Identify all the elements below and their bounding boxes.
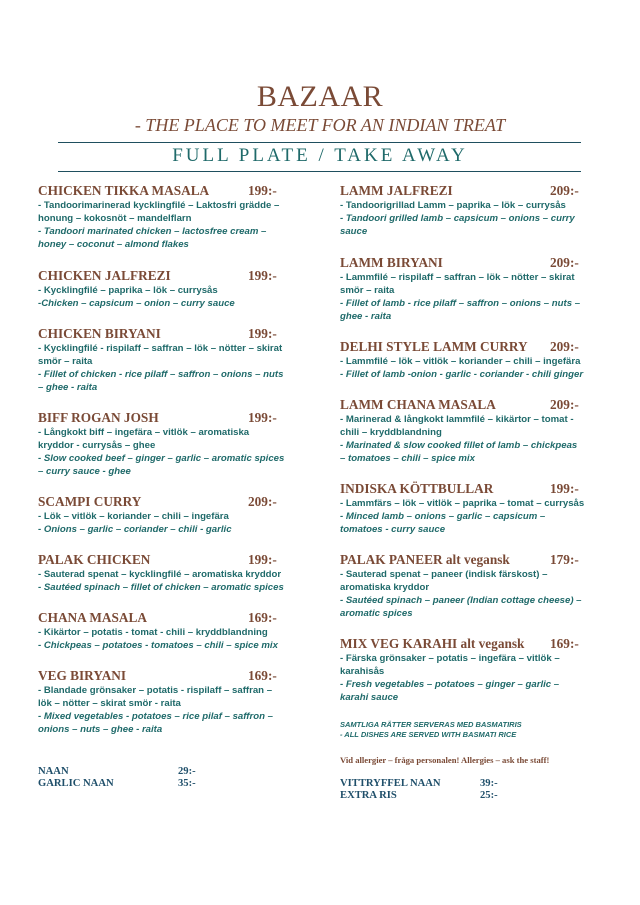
description-en: - Fillet of lamb -onion - garlic - coriander - chili ginger [340, 369, 584, 380]
description-en: - Minced lamb – onions – garlic – capsicum – [340, 511, 546, 522]
rice-note-en: - ALL DISHES ARE SERVED WITH BASMATI RICE [340, 730, 517, 739]
description-en: - Slow cooked beef – ginger – garlic – aromatic spices [38, 453, 285, 464]
dish-name: LAMM BIRYANI [340, 255, 443, 270]
dish-name: SCAMPI CURRY [38, 494, 142, 509]
description-en: - Tandoori marinated chicken – lactosfree cream – [38, 226, 267, 237]
extra-name: GARLIC NAAN [38, 778, 114, 789]
description-sv: - Lök – vitlök – koriander – chili – ingefära [38, 511, 229, 522]
menu-item-header [38, 410, 310, 426]
description-en: ghee - raita [340, 311, 392, 322]
description-en: – curry sauce - ghee [38, 466, 131, 477]
rice-note-sv: SAMTLIGA RÄTTER SERVERAS MED BASMATIRIS [340, 720, 522, 729]
dish-name: BIFF ROGAN JOSH [38, 410, 159, 425]
dish-name: CHICKEN JALFREZI [38, 268, 171, 283]
description-en: - Sautéed spinach – paneer (Indian cottage cheese) – [340, 595, 582, 606]
description-en: - Fillet of chicken - rice pilaff – saffron – onions – nuts [38, 369, 284, 380]
menu-item [38, 552, 310, 594]
dish-price: 209:- [248, 494, 277, 509]
menu-item [340, 397, 612, 465]
dish-name: CHICKEN TIKKA MASALA [38, 183, 210, 198]
description-en: sauce [340, 226, 368, 237]
extra-name: EXTRA RIS [340, 790, 397, 801]
dish-price: 199:- [248, 410, 277, 425]
top-divider [58, 142, 581, 143]
menu-item-header [38, 494, 310, 510]
description-en: tomatoes - curry sauce [340, 524, 446, 535]
description-sv: - Sauterad spenat – kycklingfilé – aromatiska kryddor [38, 569, 282, 580]
dish-name: PALAK PANEER alt vegansk [340, 552, 510, 567]
description-en: - Onions – garlic – coriander – chili - garlic [38, 524, 232, 535]
description-sv: - Långkokt biff – ingefära – vitlök – aromatiska [38, 427, 250, 438]
dish-name: CHICKEN BIRYANI [38, 326, 161, 341]
dish-price: 209:- [550, 183, 579, 198]
description-sv: - Marinerad & långkokt lammfilé – kikärtor – tomat - [340, 414, 574, 425]
description-sv: - Sauterad spenat – paneer (indisk färskost) – [340, 569, 548, 580]
menu-item-header [340, 183, 612, 199]
description-sv: aromatiska kryddor [340, 582, 430, 593]
description-sv: - Färska grönsaker – potatis – ingefära – vitlök – [340, 653, 560, 664]
allergy-note: Vid allergier – fråga personalen! Allergies – ask the staff! [340, 755, 550, 765]
dish-price: 199:- [248, 268, 277, 283]
description-en: onions – nuts – ghee - raita [38, 724, 163, 735]
description-sv: - Lammfärs – lök – vitlök – paprika – tomat – currysås [340, 498, 585, 509]
description-sv: - Lammfilé – lök – vitlök – koriander – chili – ingefära [340, 356, 581, 367]
description-en: - Chickpeas – potatoes - tomatoes – chili – spice mix [38, 640, 278, 651]
description-sv: chili – kryddblandning [340, 427, 442, 438]
menu-item-header [38, 183, 310, 199]
description-sv: lök – nötter – skirat smör - raita [38, 698, 181, 709]
extra-price: 25:- [480, 790, 498, 801]
description-en: -Chicken – capsicum – onion – curry sauce [38, 298, 235, 309]
extra-price: 39:- [480, 778, 498, 789]
menu-item [38, 668, 310, 736]
right-items [340, 183, 612, 704]
menu-item [38, 410, 310, 478]
menu-item-header [340, 552, 612, 568]
bottom-divider [58, 171, 581, 172]
menu-item [38, 494, 310, 536]
menu-item-header [340, 636, 612, 652]
menu-item-header [340, 255, 612, 271]
menu-item [340, 183, 612, 238]
dish-price: 169:- [550, 636, 579, 651]
restaurant-title: BAZAAR [256, 80, 384, 113]
dish-price: 199:- [248, 552, 277, 567]
menu-item-header [340, 339, 612, 355]
extra-item [340, 790, 612, 802]
description-en: – tomatoes – chili – spice mix [340, 453, 475, 464]
description-sv: - Tandoorimarinerad kycklingfilé – Laktosfri grädde – [38, 200, 280, 211]
dish-price: 199:- [248, 326, 277, 341]
dish-price: 169:- [248, 668, 277, 683]
description-sv: kryddor - currysås – ghee [38, 440, 156, 451]
menu-item-header [38, 326, 310, 342]
extra-price: 29:- [178, 766, 196, 777]
menu-item-header [38, 668, 310, 684]
dish-price: 209:- [550, 255, 579, 270]
description-en: karahi sauce [340, 692, 399, 703]
menu-item [340, 481, 612, 536]
description-sv: - Kikärtor – potatis - tomat - chili – kryddblandning [38, 627, 268, 638]
description-sv: - Kycklingfilé - rispilaff – saffran – lök – nötter – skirat [38, 343, 283, 354]
extra-item [340, 778, 612, 790]
dish-price: 209:- [550, 397, 579, 412]
description-en: – ghee - raita [38, 382, 98, 393]
dish-price: 209:- [550, 339, 579, 354]
extras-right [340, 778, 612, 802]
menu-item-header [340, 481, 612, 497]
dish-name: VEG BIRYANI [38, 668, 127, 683]
dish-name: LAMM CHANA MASALA [340, 397, 496, 412]
extras-left [38, 766, 310, 790]
left-menu-column [38, 183, 310, 790]
dish-name: CHANA MASALA [38, 610, 147, 625]
menu-item [38, 326, 310, 394]
menu-subtitle: FULL PLATE / TAKE AWAY [172, 145, 468, 166]
description-sv: - Blandade grönsaker – potatis - rispilaff – saffran – [38, 685, 273, 696]
dish-price: 199:- [248, 183, 277, 198]
description-en: - Fillet of lamb - rice pilaff – saffron – onions – nuts – [340, 298, 581, 309]
extra-item [38, 766, 310, 778]
description-en: - Fresh vegetables – potatoes – ginger – garlic – [340, 679, 560, 690]
description-sv: karahisås [340, 666, 385, 677]
description-en: - Marinated & slow cooked fillet of lamb – chickpeas [340, 440, 578, 451]
menu-item [38, 183, 310, 251]
menu-item-header [38, 268, 310, 284]
description-en: - Mixed vegetables - potatoes – rice pilaf – saffron – [38, 711, 273, 722]
description-sv: honung – kokosnöt – mandelflarn [38, 213, 192, 224]
description-en: aromatic spices [340, 608, 413, 619]
extra-name: NAAN [38, 766, 69, 777]
description-sv: - Tandoorigrillad Lamm – paprika – lök – currysås [340, 200, 566, 211]
menu-item-header [340, 397, 612, 413]
description-sv: - Lammfilé – rispilaff – saffran – lök – nötter – skirat [340, 272, 575, 283]
extra-name: VITTRYFFEL NAAN [340, 778, 441, 789]
description-en: honey – coconut – almond flakes [38, 239, 189, 250]
left-items [38, 183, 310, 736]
tagline: - THE PLACE TO MEET FOR AN INDIAN TREAT [134, 115, 506, 135]
dish-name: LAMM JALFREZI [340, 183, 453, 198]
dish-name: MIX VEG KARAHI alt vegansk [340, 636, 525, 651]
dish-name: INDISKA KÖTTBULLAR [340, 481, 494, 496]
description-en: - Sautéed spinach – fillet of chicken – aromatic spices [38, 582, 284, 593]
dish-price: 169:- [248, 610, 277, 625]
menu-item [340, 552, 612, 620]
dish-name: DELHI STYLE LAMM CURRY [340, 339, 528, 354]
menu-item [38, 268, 310, 310]
right-menu-column [340, 183, 612, 802]
extra-price: 35:- [178, 778, 196, 789]
menu-item-header [38, 610, 310, 626]
menu-item [340, 339, 612, 381]
menu-item [340, 636, 612, 704]
dish-price: 199:- [550, 481, 579, 496]
dish-name: PALAK CHICKEN [38, 552, 151, 567]
menu-item-header [38, 552, 310, 568]
description-sv: smör – raita [340, 285, 395, 296]
dish-price: 179:- [550, 552, 579, 567]
menu-item [340, 255, 612, 323]
extra-item [38, 778, 310, 790]
description-en: - Tandoori grilled lamb – capsicum – onions – curry [340, 213, 575, 224]
description-sv: - Kycklingfilé – paprika – lök – currysås [38, 285, 218, 296]
menu-item [38, 610, 310, 652]
description-sv: smör – raita [38, 356, 93, 367]
